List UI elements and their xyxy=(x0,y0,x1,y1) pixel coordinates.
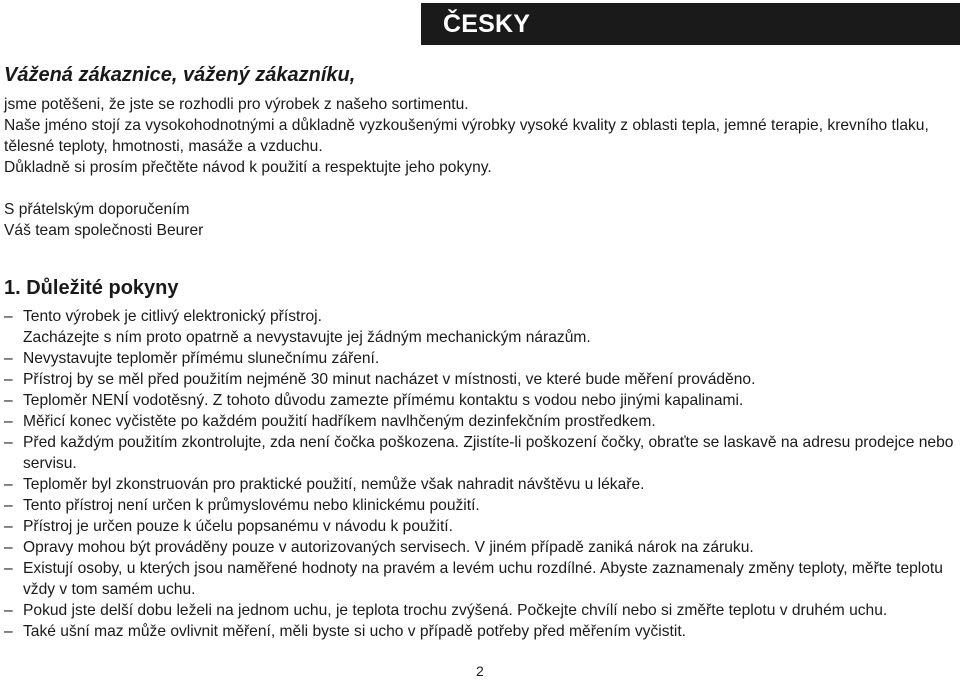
language-header-bar xyxy=(421,3,960,45)
signoff-company: Váš team společnosti Beurer xyxy=(4,222,204,239)
intro-paragraph: jsme potěšeni, že jste se rozhodli pro výrobek z našeho sortimentu. xyxy=(4,96,469,113)
list-item xyxy=(4,411,956,432)
list-item-text: Tento výrobek je citlivý elektronický přístroj. xyxy=(23,308,322,325)
list-item-text: Přístroj je určen pouze k účelu popsanému v návodu k použití. xyxy=(23,518,453,535)
section-title: 1. Důležité pokyny xyxy=(4,277,179,299)
bullet-dash: – xyxy=(4,413,13,430)
list-item xyxy=(4,621,956,642)
bullet-dash: – xyxy=(4,371,13,388)
bullet-dash: – xyxy=(4,560,13,577)
list-item xyxy=(4,327,956,348)
bullet-dash: – xyxy=(4,623,13,640)
list-item-text: Nevystavujte teploměr přímému slunečnímu záření. xyxy=(23,350,380,367)
signoff xyxy=(4,199,203,241)
instructions-list xyxy=(4,306,956,642)
list-item-text: Před každým použitím zkontrolujte, zda není čočka poškozena. Zjistíte-li poškození čočky, obraťte se laskavě na adresu prodejce nebo servisu. xyxy=(23,434,954,472)
greeting-heading: Vážená zákaznice, vážený zákazníku, xyxy=(4,64,356,86)
list-item-text: Měřicí konec vyčistěte po každém použití hadříkem navlhčeným dezinfekčním prostředkem. xyxy=(23,413,656,430)
list-item-text: Opravy mohou být prováděny pouze v autorizovaných servisech. V jiném případě zaniká nárok na záruku. xyxy=(23,539,754,556)
bullet-dash: – xyxy=(4,476,13,493)
page-number: 2 xyxy=(476,663,484,679)
list-item xyxy=(4,348,956,369)
intro-text xyxy=(4,94,954,178)
language-label: ČESKY xyxy=(443,10,531,38)
bullet-dash: – xyxy=(4,350,13,367)
list-item xyxy=(4,495,956,516)
signoff-line: S přátelským doporučením xyxy=(4,201,190,218)
bullet-dash: – xyxy=(4,518,13,535)
list-item xyxy=(4,516,956,537)
list-item-text: Teploměr NENÍ vodotěsný. Z tohoto důvodu zamezte přímému kontaktu s vodou nebo jinými kapalinami. xyxy=(23,392,744,409)
list-item xyxy=(4,432,956,474)
bullet-dash: – xyxy=(4,602,13,619)
list-item xyxy=(4,537,956,558)
list-item-text: Také ušní maz může ovlivnit měření, měli byste si ucho v případě potřeby před měřením vyčistit. xyxy=(23,623,687,640)
list-item xyxy=(4,558,956,600)
list-item xyxy=(4,369,956,390)
intro-paragraph: Důkladně si prosím přečtěte návod k použití a respektujte jeho pokyny. xyxy=(4,159,492,176)
list-item-text: Zacházejte s ním proto opatrně a nevystavujte jej žádným mechanickým nárazům. xyxy=(23,329,591,346)
intro-paragraph: Naše jméno stojí za vysokohodnotnými a důkladně vyzkoušenými výrobky vysoké kvality z oblasti tepla, jemné terapie, krevního tlaku, tělesné teploty, hmotnosti, masáže a vzduchu. xyxy=(4,117,929,155)
list-item xyxy=(4,600,956,621)
list-item-text: Pokud jste delší dobu leželi na jednom uchu, je teplota trochu zvýšená. Počkejte chvílí nebo si změřte teplotu v druhém uchu. xyxy=(23,602,888,619)
list-item xyxy=(4,306,956,327)
bullet-dash: – xyxy=(4,497,13,514)
list-item-text: Tento přístroj není určen k průmyslovému nebo klinickému použití. xyxy=(23,497,480,514)
bullet-dash: – xyxy=(4,308,13,325)
bullet-dash: – xyxy=(4,539,13,556)
list-item-text: Přístroj by se měl před použitím nejméně 30 minut nacházet v místnosti, ve které bude měření prováděno. xyxy=(23,371,756,388)
list-item-text: Teploměr byl zkonstruován pro praktické použití, nemůže však nahradit návštěvu u lékaře. xyxy=(23,476,645,493)
list-item xyxy=(4,474,956,495)
bullet-dash: – xyxy=(4,392,13,409)
list-item xyxy=(4,390,956,411)
list-item-text: Existují osoby, u kterých jsou naměřené hodnoty na pravém a levém uchu rozdílné. Abyste zaznamenaly změny teploty, měřte teplotu vždy v tom samém uchu. xyxy=(23,560,943,598)
bullet-dash: – xyxy=(4,434,13,451)
